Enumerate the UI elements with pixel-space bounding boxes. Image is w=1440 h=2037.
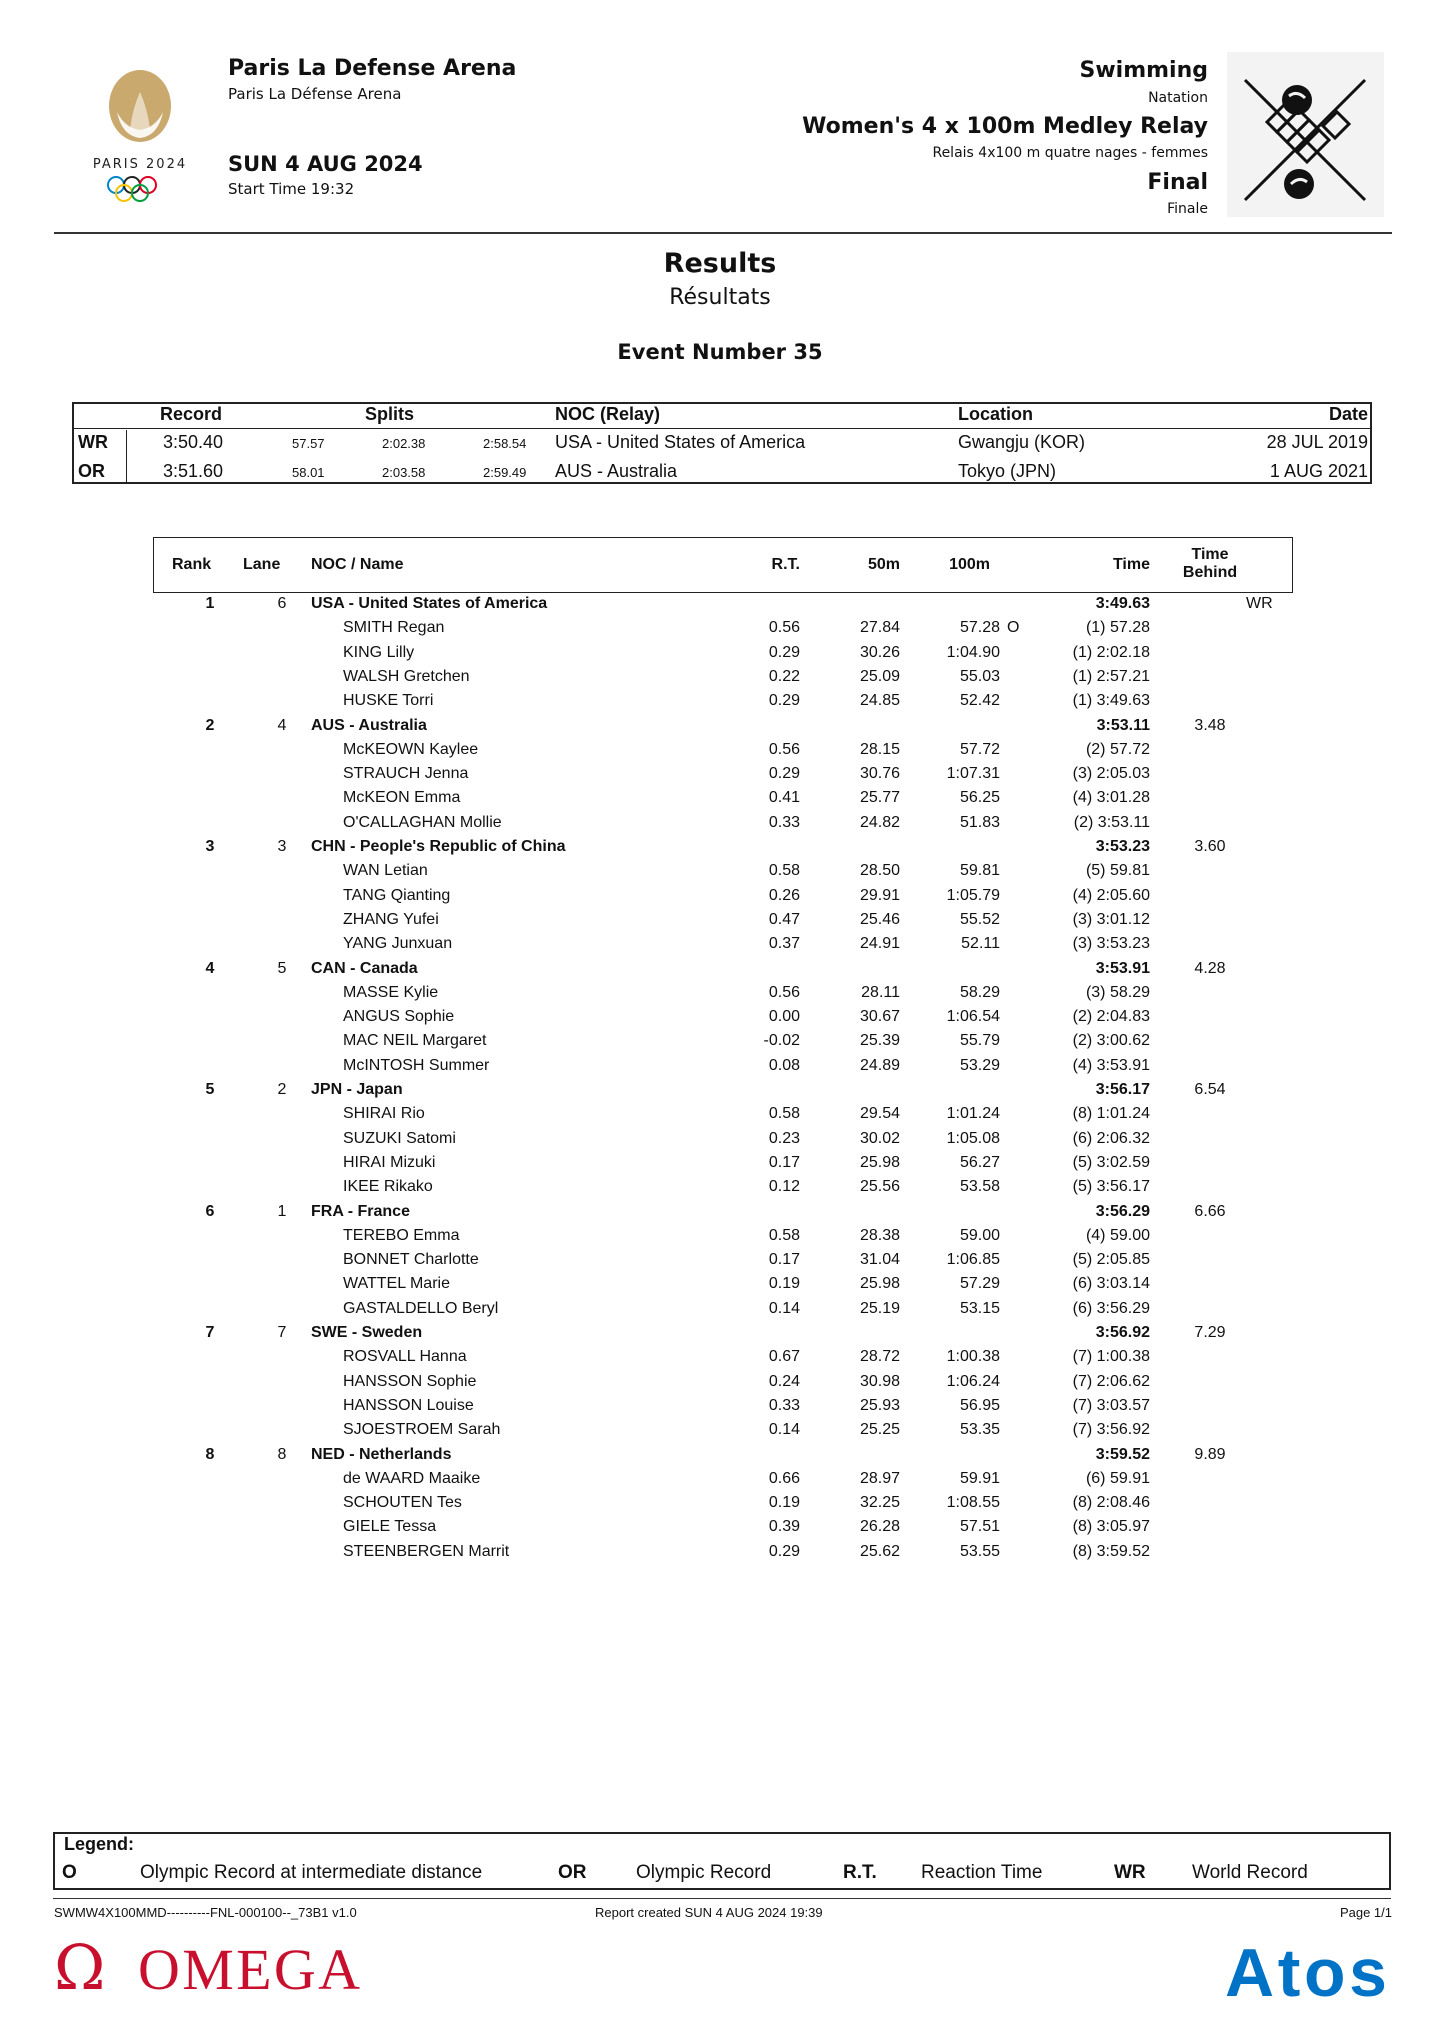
swimmer-cumulative-time: (3) 3:01.12 (1072, 910, 1150, 928)
sport-title: Swimming (1079, 58, 1208, 83)
swimmer-split-50m: 25.62 (859, 1542, 900, 1560)
venue-title: Paris La Defense Arena (228, 56, 517, 81)
swimmer-cumulative-time: (7) 3:03.57 (1072, 1396, 1150, 1414)
swimmer-split-50m: 25.56 (859, 1178, 900, 1196)
swimmer-split-100m: 59.81 (959, 862, 1000, 880)
phase-title-fr: Finale (1167, 201, 1208, 217)
team-name: JPN - Japan (311, 1081, 403, 1098)
swimmer-reaction-time: 0.17 (768, 1153, 800, 1171)
swimmer-cumulative-time: (3) 2:05.03 (1072, 765, 1150, 783)
swimmer-split-50m: 24.82 (859, 813, 900, 831)
swimmer-name: GIELE Tessa (343, 1518, 437, 1536)
results-title-fr: Résultats (669, 285, 771, 310)
team-time-behind (1170, 592, 1250, 616)
swimmer-cumulative-time: (5) 3:02.59 (1072, 1153, 1150, 1171)
swimmer-name: MASSE Kylie (343, 983, 439, 1001)
swimmer-name: McKEOWN Kaylee (343, 740, 479, 758)
team-rank: 3 (205, 838, 215, 855)
swimmer-reaction-time: 0.56 (768, 983, 800, 1001)
team-time-behind: 3.48 (1194, 716, 1226, 734)
swimmer-split-100m: 56.27 (959, 1153, 1000, 1171)
swimmer-reaction-time: 0.00 (768, 1008, 800, 1026)
swimmer-cumulative-time: (5) 59.81 (1085, 862, 1150, 880)
swimmer-name: YANG Junxuan (343, 935, 453, 953)
swimmer-split-50m: 30.98 (859, 1372, 900, 1390)
swimmer-reaction-time: 0.17 (768, 1251, 800, 1269)
swimmer-split-50m: 24.85 (859, 692, 900, 710)
team-name: AUS - Australia (311, 716, 427, 734)
legend-text: Reaction Time (921, 1862, 1043, 1883)
swimmer-split-50m: 25.09 (859, 667, 900, 685)
swimmer-name: O'CALLAGHAN Mollie (343, 813, 502, 831)
swimmer-cumulative-time: (4) 2:05.60 (1072, 886, 1150, 904)
legend-text: Olympic Record (636, 1862, 772, 1883)
records-header-record: Record (160, 404, 223, 424)
page-number: Page 1/1 (1339, 1905, 1392, 1920)
swimmer-split-50m: 25.98 (859, 1153, 900, 1171)
swimmer-name: SMITH Regan (343, 619, 445, 637)
col-rank: Rank (172, 556, 212, 573)
swimmer-split-100m: 53.29 (959, 1056, 1000, 1074)
swimmer-split-100m: 56.95 (959, 1396, 1000, 1414)
swimmer-reaction-time: 0.12 (768, 1178, 800, 1196)
swimmer-split-50m: 27.84 (859, 619, 900, 637)
sport-title-fr: Natation (1148, 90, 1208, 106)
swimmer-name: STEENBERGEN Marrit (343, 1542, 510, 1560)
swimmer-cumulative-time: (8) 3:05.97 (1072, 1518, 1150, 1536)
team-name: FRA - France (311, 1202, 410, 1220)
swimmer-split-100m: 1:06.85 (946, 1251, 1000, 1269)
swimmer-cumulative-time: (6) 59.91 (1085, 1469, 1150, 1487)
report-created: Report created SUN 4 AUG 2024 19:39 (595, 1905, 823, 1920)
event-title-fr: Relais 4x100 m quatre nages - femmes (932, 145, 1208, 161)
team-time: 3:53.91 (1095, 959, 1150, 977)
swimmer-split-flag: O (1007, 619, 1020, 637)
records-header-splits: Splits (365, 404, 415, 424)
records-header-date: Date (1328, 404, 1368, 424)
swimmer-split-100m: 1:05.79 (946, 886, 1000, 904)
swimmer-split-50m: 28.72 (859, 1348, 900, 1366)
swimmer-split-50m: 29.91 (859, 886, 900, 904)
team-rank: 6 (205, 1202, 215, 1220)
records-column-divider (126, 430, 127, 482)
swimmer-cumulative-time: (6) 2:06.32 (1072, 1129, 1150, 1147)
swimmer-cumulative-time: (4) 3:01.28 (1072, 789, 1150, 807)
swimmer-split-50m: 25.19 (859, 1299, 900, 1317)
team-time: 3:56.29 (1095, 1202, 1150, 1220)
team-name: CHN - People's Republic of China (311, 838, 566, 855)
team-time: 3:59.52 (1095, 1445, 1150, 1463)
swimmer-split-100m: 1:05.08 (946, 1129, 1000, 1147)
col-noc-name: NOC / Name (311, 556, 404, 573)
swimmer-reaction-time: 0.24 (768, 1372, 800, 1390)
swimmer-name: GASTALDELLO Beryl (343, 1299, 499, 1317)
team-time-behind: 4.28 (1194, 959, 1226, 977)
record-time: 3:51.60 (163, 461, 224, 481)
swimmer-name: KING Lilly (343, 643, 415, 661)
swimmer-split-100m: 55.03 (959, 667, 1000, 685)
swimmer-split-100m: 52.11 (961, 935, 1000, 953)
start-time: Start Time 19:32 (228, 180, 355, 198)
team-time-behind: 9.89 (1194, 1445, 1226, 1463)
swimmer-name: TANG Qianting (343, 886, 451, 904)
swimmer-cumulative-time: (1) 3:49.63 (1072, 692, 1150, 710)
swimmer-split-100m: 57.28 (959, 619, 1000, 637)
legend-code: R.T. (843, 1862, 877, 1883)
swimmer-split-50m: 30.26 (859, 643, 900, 661)
swimmer-name: HANSSON Louise (343, 1396, 474, 1414)
swimmer-split-50m: 25.93 (859, 1396, 900, 1414)
record-split-3: 2:59.49 (483, 465, 527, 480)
swimmer-cumulative-time: (6) 3:56.29 (1072, 1299, 1150, 1317)
swimmer-name: BONNET Charlotte (343, 1251, 479, 1269)
swimmer-split-100m: 53.15 (959, 1299, 1000, 1317)
swimmer-split-50m: 25.46 (859, 910, 900, 928)
records-header-divider (74, 428, 1370, 429)
record-code: WR (78, 432, 108, 452)
paris-2024-logo (70, 70, 210, 220)
record-noc: AUS - Australia (555, 461, 678, 481)
swimmer-split-100m: 1:08.55 (946, 1494, 1000, 1512)
team-lane: 4 (277, 716, 287, 734)
swimmer-reaction-time: 0.29 (768, 643, 800, 661)
swimmer-reaction-time: 0.29 (768, 765, 800, 783)
swimmer-cumulative-time: (3) 58.29 (1085, 983, 1150, 1001)
team-record-mark: WR (1246, 595, 1273, 612)
swimmer-cumulative-time: (8) 3:59.52 (1072, 1542, 1150, 1560)
swimmer-cumulative-time: (3) 3:53.23 (1072, 935, 1150, 953)
swimmer-split-100m: 53.55 (959, 1542, 1000, 1560)
team-time: 3:53.23 (1095, 838, 1150, 855)
swimmer-reaction-time: 0.47 (768, 910, 800, 928)
swimmer-name: ANGUS Sophie (343, 1008, 455, 1026)
swimmer-split-50m: 25.77 (859, 789, 900, 807)
swimmer-split-50m: 24.91 (859, 935, 900, 953)
team-rank: 7 (205, 1324, 215, 1341)
swimmer-split-50m: 30.02 (859, 1129, 900, 1147)
atos-logo (1225, 1932, 1390, 2012)
col-time: Time (1112, 556, 1150, 573)
team-name: CAN - Canada (311, 959, 418, 977)
swimmer-split-50m: 29.54 (859, 1105, 900, 1123)
swimmer-split-100m: 59.00 (959, 1226, 1000, 1244)
swimmer-cumulative-time: (8) 2:08.46 (1072, 1494, 1150, 1512)
team-rank: 1 (205, 595, 215, 612)
swimmer-cumulative-time: (6) 3:03.14 (1072, 1275, 1150, 1293)
team-lane: 7 (277, 1324, 287, 1341)
footer-divider (53, 1898, 1391, 1899)
swimmer-split-50m: 25.25 (859, 1421, 900, 1439)
swimmer-split-50m: 30.67 (859, 1008, 900, 1026)
legend-code: O (62, 1862, 77, 1883)
swimmer-cumulative-time: (2) 2:04.83 (1072, 1008, 1150, 1026)
swimmer-reaction-time: 0.29 (768, 1542, 800, 1560)
swimmer-reaction-time: 0.66 (768, 1469, 800, 1487)
swimmer-name: IKEE Rikako (343, 1178, 433, 1196)
report-code: SWMW4X100MMD----------FNL-000100--_73B1 v1.0 (54, 1905, 357, 1920)
team-time-behind: 7.29 (1194, 1324, 1226, 1341)
col-50m: 50m (867, 556, 900, 573)
record-time: 3:50.40 (163, 432, 224, 452)
record-location: Tokyo (JPN) (958, 461, 1057, 481)
swimming-pictogram-icon (1227, 52, 1384, 217)
record-split-2: 2:02.38 (382, 436, 426, 451)
swimmer-split-50m: 28.38 (859, 1226, 900, 1244)
swimmer-split-50m: 31.04 (859, 1251, 900, 1269)
event-number: Event Number 35 (617, 340, 823, 364)
swimmer-split-50m: 28.15 (859, 740, 900, 758)
swimmer-split-50m: 26.28 (859, 1518, 900, 1536)
swimmer-split-100m: 57.51 (959, 1518, 1000, 1536)
team-rank: 8 (205, 1445, 215, 1463)
legend-code: OR (558, 1862, 587, 1883)
swimmer-split-50m: 28.97 (859, 1469, 900, 1487)
swimmer-reaction-time: 0.14 (768, 1421, 800, 1439)
omega-wordmark: OMEGA (138, 1937, 360, 1997)
swimmer-cumulative-time: (4) 59.00 (1085, 1226, 1150, 1244)
record-date: 1 AUG 2021 (1269, 461, 1368, 481)
swimmer-cumulative-time: (7) 3:56.92 (1072, 1421, 1150, 1439)
team-rank: 5 (205, 1081, 215, 1098)
swimmer-split-100m: 58.29 (959, 983, 1000, 1001)
swimmer-cumulative-time: (5) 3:56.17 (1072, 1178, 1150, 1196)
header-divider (54, 232, 1392, 234)
swimmer-split-50m: 24.89 (859, 1056, 900, 1074)
col-time-behind: Time Behind (1182, 546, 1238, 581)
record-split-1: 58.01 (292, 465, 325, 480)
team-lane: 5 (277, 959, 287, 977)
swimmer-name: SUZUKI Satomi (343, 1129, 456, 1147)
swimmer-reaction-time: 0.41 (768, 789, 800, 807)
record-split-3: 2:58.54 (483, 436, 527, 451)
swimmer-split-100m: 51.83 (959, 813, 1000, 831)
swimmer-reaction-time: 0.39 (768, 1518, 800, 1536)
team-time-behind: 6.54 (1194, 1081, 1226, 1098)
swimmer-name: WATTEL Marie (343, 1275, 450, 1293)
swimmer-name: TEREBO Emma (343, 1226, 460, 1244)
swimmer-reaction-time: 0.58 (768, 1226, 800, 1244)
swimmer-name: SCHOUTEN Tes (343, 1494, 462, 1512)
swimmer-reaction-time: 0.14 (768, 1299, 800, 1317)
swimmer-split-100m: 1:07.31 (946, 765, 1000, 783)
swimmer-split-100m: 1:01.24 (946, 1105, 1000, 1123)
swimmer-reaction-time: 0.67 (768, 1348, 800, 1366)
record-split-2: 2:03.58 (382, 465, 426, 480)
swimmer-name: HIRAI Mizuki (343, 1153, 436, 1171)
legend-code: WR (1114, 1862, 1146, 1883)
swimmer-reaction-time: 0.23 (768, 1129, 800, 1147)
team-name: NED - Netherlands (311, 1445, 452, 1463)
swimmer-name: WAN Letian (343, 862, 428, 880)
team-time-behind: 6.66 (1194, 1202, 1226, 1220)
swimmer-name: SHIRAI Rio (343, 1105, 425, 1123)
swimmer-split-100m: 53.58 (959, 1178, 1000, 1196)
swimmer-split-100m: 57.29 (959, 1275, 1000, 1293)
record-code: OR (78, 461, 105, 481)
team-lane: 8 (277, 1445, 287, 1463)
swimmer-split-100m: 1:06.54 (946, 1008, 1000, 1026)
swimmer-cumulative-time: (8) 1:01.24 (1072, 1105, 1150, 1123)
omega-logo (54, 1935, 364, 1997)
swimmer-name: STRAUCH Jenna (343, 765, 469, 783)
swimmer-split-50m: 32.25 (859, 1494, 900, 1512)
team-name: USA - United States of America (311, 595, 548, 612)
legend-text: World Record (1192, 1862, 1308, 1883)
legend-text: Olympic Record at intermediate distance (140, 1862, 483, 1883)
swimmer-split-100m: 56.25 (959, 789, 1000, 807)
team-time: 3:56.92 (1095, 1324, 1150, 1341)
swimmer-split-50m: 30.76 (859, 765, 900, 783)
team-lane: 1 (277, 1202, 287, 1220)
swimmer-reaction-time: 0.58 (768, 1105, 800, 1123)
legend-title: Legend: (64, 1834, 134, 1854)
swimmer-reaction-time: 0.19 (768, 1275, 800, 1293)
swimmer-split-50m: 25.39 (859, 1032, 900, 1050)
swimmer-cumulative-time: (5) 2:05.85 (1072, 1251, 1150, 1269)
swimmer-reaction-time: 0.33 (768, 1396, 800, 1414)
swimmer-split-100m: 1:06.24 (946, 1372, 1000, 1390)
swimmer-cumulative-time: (2) 57.72 (1085, 740, 1150, 758)
swimmer-name: ZHANG Yufei (343, 910, 439, 928)
swimmer-name: SJOESTROEM Sarah (343, 1421, 501, 1439)
swimmer-split-100m: 59.91 (959, 1469, 1000, 1487)
record-date: 28 JUL 2019 (1266, 432, 1368, 452)
swimmer-reaction-time: 0.33 (768, 813, 800, 831)
col-rt: R.T. (771, 556, 800, 573)
swimmer-split-50m: 28.50 (859, 862, 900, 880)
team-lane: 3 (277, 838, 287, 855)
swimmer-reaction-time: 0.08 (768, 1056, 800, 1074)
swimmer-split-100m: 55.79 (959, 1032, 1000, 1050)
record-noc: USA - United States of America (555, 432, 806, 452)
swimmer-cumulative-time: (4) 3:53.91 (1072, 1056, 1150, 1074)
col-lane: Lane (243, 556, 281, 573)
team-time-behind: 3.60 (1194, 838, 1226, 855)
swimmer-split-100m: 1:00.38 (946, 1348, 1000, 1366)
swimmer-name: WALSH Gretchen (343, 667, 470, 685)
swimmer-reaction-time: 0.22 (768, 667, 800, 685)
swimmer-reaction-time: 0.37 (768, 935, 800, 953)
swimmer-split-100m: 53.35 (959, 1421, 1000, 1439)
swimmer-name: HANSSON Sophie (343, 1372, 477, 1390)
svg-text:Ω: Ω (54, 1935, 106, 1997)
col-100m: 100m (949, 556, 990, 573)
swimmer-reaction-time: 0.56 (768, 740, 800, 758)
atos-wordmark: Atos (1225, 1935, 1387, 2011)
swimming-pictogram-panel (1227, 52, 1384, 217)
swimmer-cumulative-time: (7) 1:00.38 (1072, 1348, 1150, 1366)
swimmer-split-100m: 55.52 (959, 910, 1000, 928)
swimmer-cumulative-time: (1) 2:02.18 (1072, 643, 1150, 661)
swimmer-reaction-time: -0.02 (763, 1032, 800, 1050)
team-rank: 4 (205, 959, 215, 977)
team-rank: 2 (205, 716, 215, 734)
swimmer-cumulative-time: (2) 3:53.11 (1073, 813, 1150, 831)
swimmer-name: McKEON Emma (343, 789, 461, 807)
swimmer-cumulative-time: (1) 57.28 (1085, 619, 1150, 637)
swimmer-split-100m: 52.42 (959, 692, 1000, 710)
event-date: SUN 4 AUG 2024 (228, 152, 423, 176)
records-header-location: Location (958, 404, 1033, 424)
phase-title: Final (1147, 170, 1208, 195)
results-title: Results (663, 248, 777, 279)
swimmer-cumulative-time: (2) 3:00.62 (1072, 1032, 1150, 1050)
venue-subtitle: Paris La Défense Arena (228, 85, 402, 103)
record-location: Gwangju (KOR) (958, 432, 1086, 452)
record-split-1: 57.57 (292, 436, 325, 451)
team-lane: 6 (277, 595, 287, 612)
records-header-noc: NOC (Relay) (555, 404, 661, 424)
swimmer-cumulative-time: (1) 2:57.21 (1072, 667, 1150, 685)
swimmer-name: de WAARD Maaike (343, 1469, 481, 1487)
team-lane: 2 (277, 1081, 287, 1098)
team-name: SWE - Sweden (311, 1324, 423, 1341)
swimmer-reaction-time: 0.29 (768, 692, 800, 710)
swimmer-name: ROSVALL Hanna (343, 1348, 467, 1366)
swimmer-reaction-time: 0.58 (768, 862, 800, 880)
swimmer-split-50m: 28.11 (861, 983, 900, 1001)
team-time: 3:56.17 (1095, 1081, 1150, 1098)
swimmer-split-100m: 1:04.90 (946, 643, 1000, 661)
logo-text: PARIS 2024 (92, 157, 188, 172)
swimmer-name: HUSKE Torri (343, 692, 434, 710)
event-title: Women's 4 x 100m Medley Relay (802, 114, 1208, 139)
team-time: 3:53.11 (1096, 716, 1150, 734)
swimmer-name: McINTOSH Summer (343, 1056, 490, 1074)
swimmer-split-100m: 57.72 (959, 740, 1000, 758)
team-time: 3:49.63 (1095, 595, 1150, 612)
swimmer-split-50m: 25.98 (859, 1275, 900, 1293)
swimmer-name: MAC NEIL Margaret (343, 1032, 487, 1050)
swimmer-cumulative-time: (7) 2:06.62 (1072, 1372, 1150, 1390)
swimmer-reaction-time: 0.26 (768, 886, 800, 904)
swimmer-reaction-time: 0.56 (768, 619, 800, 637)
swimmer-reaction-time: 0.19 (768, 1494, 800, 1512)
